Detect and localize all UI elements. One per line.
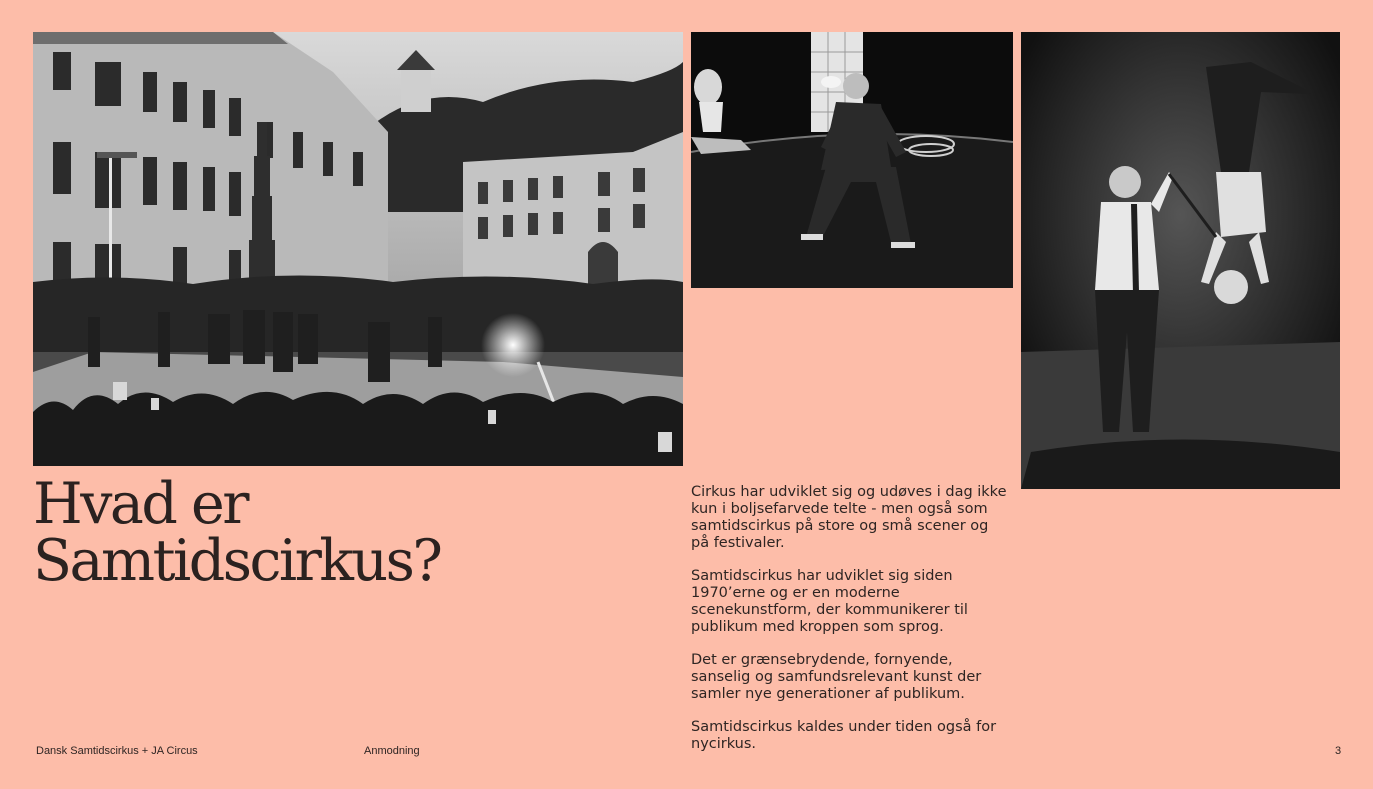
title-line-1: Hvad er	[33, 471, 247, 537]
paragraph: Cirkus har udviklet sig og udøves i dag ikke kun i boljsefarvede telte - men også som samtidscirkus på store og små scener og på festivaler.	[691, 484, 1007, 551]
clown-toilet-stage-photo	[691, 32, 1013, 288]
title-line-2: Samtidscirkus?	[33, 528, 441, 594]
page-title	[33, 471, 441, 594]
paragraph: Samtidscirkus kaldes under tiden også for nycirkus.	[691, 719, 997, 752]
street-circus-performance-photo	[33, 32, 683, 466]
page-number: 3	[1335, 745, 1342, 757]
paragraph: Det er grænsebrydende, fornyende, sanselig og samfundsrelevant kunst der samler nye generationer af publikum.	[691, 652, 982, 702]
paragraph: Samtidscirkus har udviklet sig siden 1970’erne og er en moderne scenekunstform, der kommunikerer til publikum med kroppen som sprog.	[691, 568, 968, 635]
upside-down-acrobat-photo	[1021, 32, 1340, 489]
footer-section-label: Anmodning	[364, 745, 420, 757]
body-text	[691, 484, 1011, 769]
footer-organization: Dansk Samtidscirkus + JA Circus	[36, 745, 198, 757]
